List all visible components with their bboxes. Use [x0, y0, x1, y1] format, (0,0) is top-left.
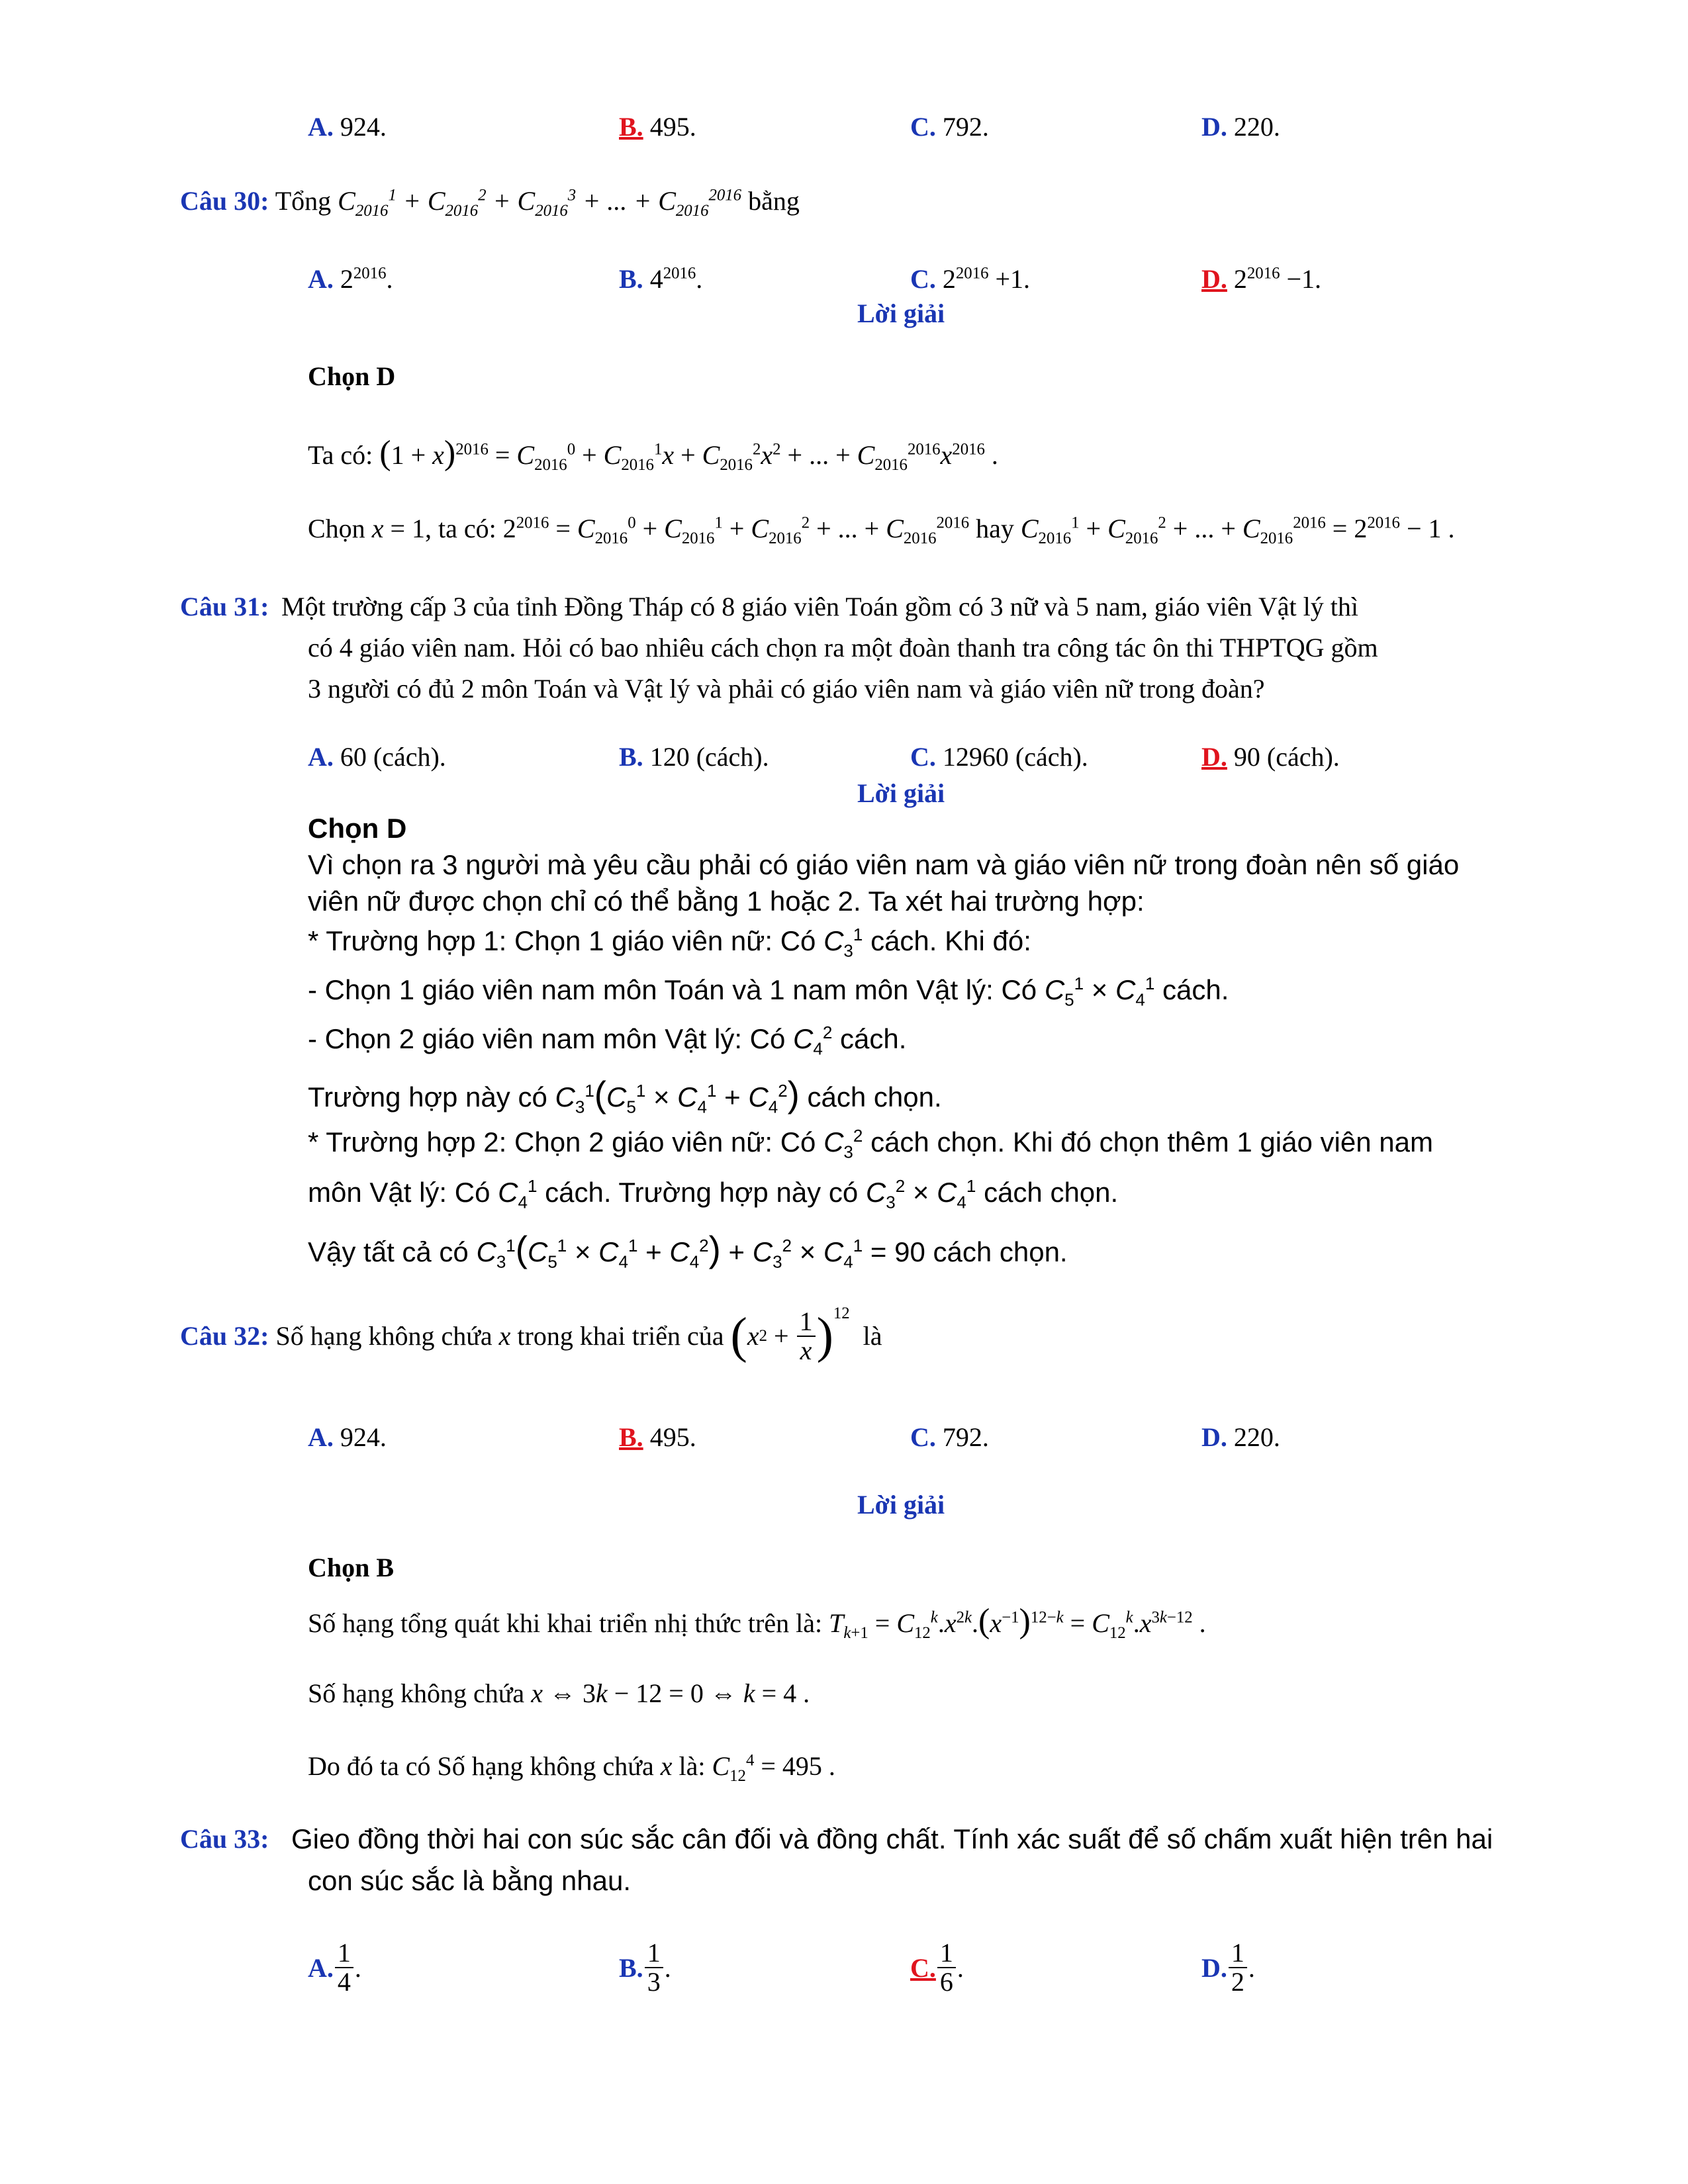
- q30-option-b: B. $4^{2016}$.: [619, 264, 703, 294]
- q30-option-c: C. $2^{2016} +1$.: [910, 264, 1031, 294]
- q32-question: Câu 32: Số hạng không chứa x trong khai triển của ( x 2 + $\frac{1}{x}$ ) $^{12}$ là: [180, 1304, 882, 1365]
- q32-option-c: C. 792.: [910, 1422, 989, 1452]
- q31-text-line3: 3 người có đủ 2 môn Toán và Vật lý và phải có giáo viên nam và giáo viên nữ trong đoàn?: [308, 674, 1265, 704]
- q32-solution-title: Lời giải: [857, 1490, 945, 1520]
- q32-option-d: D. 220.: [1201, 1422, 1280, 1452]
- q33-text-line1: Gieo đồng thời hai con súc sắc cân đối và đồng chất. Tính xác suất để số chấm xuất hiện trên hai: [291, 1823, 1493, 1854]
- q31-text-line1: Một trường cấp 3 của tỉnh Đồng Tháp có 8 giáo viên Toán gồm có 3 nữ và 5 nam, giáo viên Vật lý thì: [281, 592, 1358, 621]
- q31-sol-line7: * Trường hợp 2: Chọn 2 giáo viên nữ: Có $C_3^2$ cách chọn. Khi đó chọn thêm 1 giáo viên nam: [308, 1126, 1433, 1162]
- q31-option-d: D. 90 (cách).: [1201, 742, 1340, 772]
- q31-solution-title: Lời giải: [857, 778, 945, 808]
- q31-sol-line1: Vì chọn ra 3 người mà yêu cầu phải có giáo viên nam và giáo viên nữ trong đoàn nên số giáo: [308, 849, 1460, 880]
- q31-sol-line3: * Trường hợp 1: Chọn 1 giáo viên nữ: Có $C_3^1$ cách. Khi đó:: [308, 925, 1031, 961]
- q31-sol-line6: Trường hợp này có $C_3^1(C_5^1 \times C_4^1 + C_4^2)$ cách chọn.: [308, 1074, 942, 1117]
- q33-label: Câu 33:: [180, 1824, 269, 1854]
- q29-option-d: D. 220.: [1201, 112, 1280, 142]
- q30-choose: Chọn D: [308, 361, 396, 391]
- q31-option-c: C. 12960 (cách).: [910, 742, 1088, 772]
- q31-sol-line5: - Chọn 2 giáo viên nam môn Vật lý: Có $C_4^2$ cách.: [308, 1023, 907, 1059]
- q31-sol-line2: viên nữ được chọn chỉ có thể bằng 1 hoặc 2. Ta xét hai trường hợp:: [308, 886, 1145, 917]
- q33-option-a: A. $\frac{1}{4}$ .: [308, 1938, 361, 1997]
- q30-solution-title: Lời giải: [857, 298, 945, 328]
- q31-sol-line8: môn Vật lý: Có $C_4^1$ cách. Trường hợp này có $C_3^2 \times C_4^1$ cách chọn.: [308, 1176, 1119, 1212]
- q32-sol-line2: Số hạng không chứa x ⇔ 3k − 12 = 0 ⇔ k = 4 .: [308, 1678, 810, 1708]
- q29-option-b: B. 495.: [619, 112, 696, 142]
- q29-option-a: A. 924.: [308, 112, 387, 142]
- q31-choose: Chọn D: [308, 813, 407, 844]
- q32-sol-line3: Do đó ta có Số hạng không chứa x là: $C_{12}^4 = 495$ .: [308, 1751, 835, 1785]
- q30-question: Câu 30: Tổng $C_{2016}^1 + C_{2016}^2 + C_{2016}^3$ + ... + $C_{2016}^{2016}$ bằng: [180, 186, 800, 220]
- q31-sol-line4: - Chọn 1 giáo viên nam môn Toán và 1 nam môn Vật lý: Có $C_5^1 \times C_4^1$ cách.: [308, 974, 1229, 1010]
- q31-option-b: B. 120 (cách).: [619, 742, 769, 772]
- q30-sum-formula: $C_{2016}^1 + C_{2016}^2 + C_{2016}^3$ + ... + $C_{2016}^{2016}$: [338, 186, 742, 220]
- q33-option-c: C. $\frac{1}{6}$ .: [910, 1938, 964, 1997]
- q31-label: Câu 31:: [180, 592, 269, 621]
- q30-solution-line1: Ta có: $(1 + x)^{2016} = C_{2016}^0 + C_{2016}^1x + C_{2016}^2x^2$ + ... + $C_{2016}^{2016}x^{2016}$ .: [308, 434, 998, 474]
- q33-option-d: D. $\frac{1}{2}$ .: [1201, 1938, 1255, 1997]
- q32-option-a: A. 924.: [308, 1422, 387, 1452]
- q30-option-a: A. $2^{2016}$.: [308, 264, 393, 294]
- q32-option-b: B. 495.: [619, 1422, 696, 1452]
- q31-option-a: A. 60 (cách).: [308, 742, 446, 772]
- q33-option-b: B. $\frac{1}{3}$ .: [619, 1938, 671, 1997]
- q30-option-d: D. $2^{2016} -1$.: [1201, 264, 1322, 294]
- q31-text-line2: có 4 giáo viên nam. Hỏi có bao nhiêu cách chọn ra một đoàn thanh tra công tác ôn thi THPTQG gồm: [308, 633, 1378, 662]
- q31-sol-line9: Vậy tất cả có $C_3^1(C_5^1 \times C_4^1 + C_4^2) + C_3^2 \times C_4^1 = 90$ cách chọn.: [308, 1229, 1068, 1272]
- q32-choose: Chọn B: [308, 1553, 395, 1582]
- q30-solution-line2: Chọn x = 1, ta có: $2^{2016} = C_{2016}^0 + C_{2016}^1 + C_{2016}^2$ + ... + $C_{2016}^{2016}$ hay $C_{2016}^1 + C_{2016}^2$ + ... + $C_{2016}^{2016} = 2^{2016} - 1$ .: [308, 514, 1455, 547]
- q32-sol-line1: Số hạng tổng quát khi khai triển nhị thức trên là: $T_{k+1} = C_{12}^k.x^{2k}.(x^{-1})^{12-k} = C_{12}^k.x^{3k-12}$ .: [308, 1602, 1206, 1642]
- q33-text-line2: con súc sắc là bằng nhau.: [308, 1865, 632, 1896]
- q29-option-c: C. 792.: [910, 112, 989, 142]
